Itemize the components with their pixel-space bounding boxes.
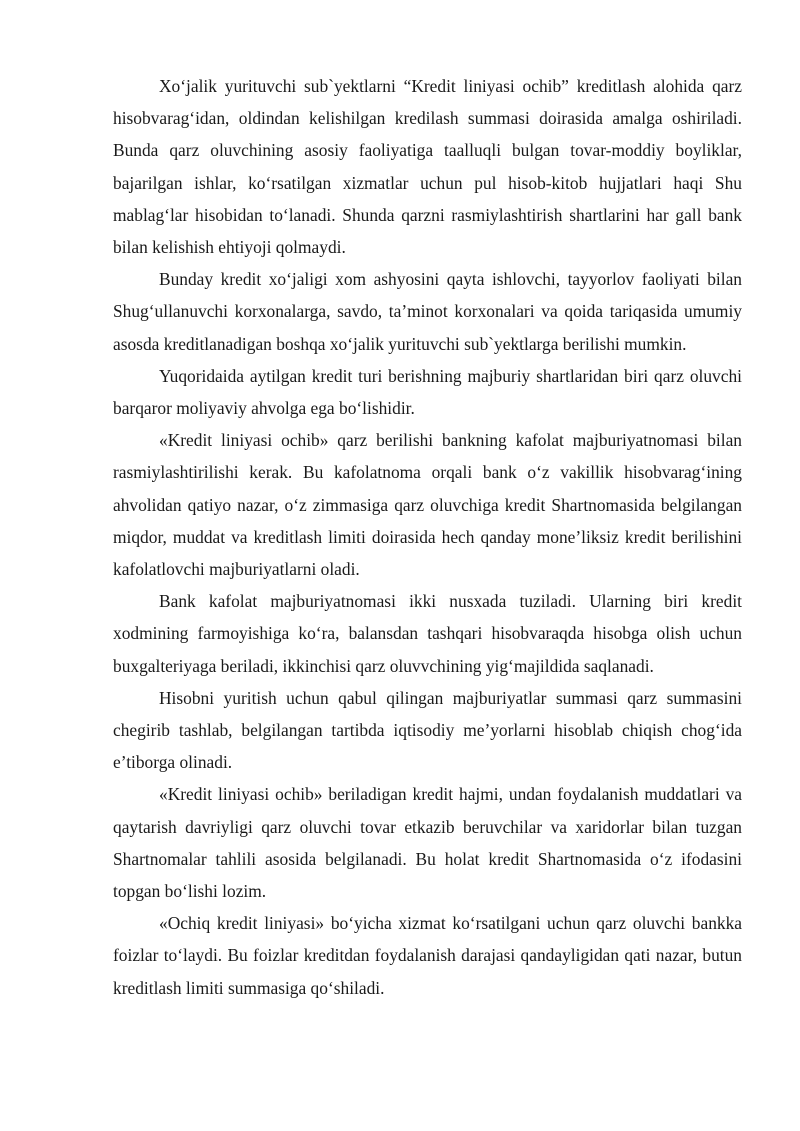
paragraph-8: «Ochiq kredit liniyasi» bo‘yicha xizmat ko‘rsatilgani uchun qarz oluvchi bankka foizlar to‘laydi. Bu foizlar kreditdan foydalanish darajasi qandayligidan qati nazar, butun kreditlash limiti summasiga qo‘shiladi.	[113, 913, 742, 998]
paragraph-6: Hisobni yuritish uchun qabul qilingan majburiyatlar summasi qarz summasini chegirib tashlab, belgilangan tartibda iqtisodiy me’yorlarni hisoblab chiqish chog‘ida e’tiborga olinadi.	[113, 687, 742, 773]
paragraph-2: Bunday kredit xo‘jaligi xom ashyosini qayta ishlovchi, tayyorlov faoliyati bilan Shug‘ullanuvchi korxonalarga, savdo, ta’minot korxonalari va qoida tariqasida umumiy asosda kreditlanadigan boshqa xo‘jalik yurituvchi sub`yektlarga berilishi mumkin.	[113, 269, 742, 354]
paragraph-3: Yuqoridaida aytilgan kredit turi berishning majburiy shartlaridan biri qarz oluvchi barqaror moliyaviy ahvolga ega bo‘lishidir.	[113, 365, 742, 419]
document-page	[113, 70, 742, 1004]
paragraph-7: «Kredit liniyasi ochib» beriladigan kredit hajmi, undan foydalanish muddatlari va qaytarish davriyligi qarz oluvchi tovar etkazib beruvchilar va xaridorlar bilan tuzgan Shartnomalar tahlili asosida belgilanadi. Bu holat kredit Shartnomasida o‘z ifodasini topgan bo‘lishi lozim.	[113, 784, 742, 902]
paragraph-4: «Kredit liniyasi ochib» qarz berilishi bankning kafolat majburiyatnomasi bilan rasmiylashtirilishi kerak. Bu kafolatnoma orqali bank o‘z vakillik hisobvarag‘ining ahvolidan qatiyo nazar, o‘z zimmasiga qarz oluvchiga kredit Shartnomasida belgilangan miqdor, muddat va kreditlash limiti doirasida hech qanday mone’liksiz kredit berilishini kafolatlovchi majburiyatlarni oladi.	[113, 430, 742, 580]
paragraph-1: Xo‘jalik yurituvchi sub`yektlarni “Kredit liniyasi ochib” kreditlash alohida qarz hisobvarag‘idan, oldindan kelishilgan kredilash summasi doirasida amalga oshiriladi. Bunda qarz oluvchining asosiy faoliyatiga taalluqli bulgan tovar-moddiy boyliklar, bajarilgan ishlar, ko‘rsatilgan xizmatlar uchun pul hisob-kitob hujjatlari haqi Shu mablag‘lar hisobidan to‘lanadi. Shunda qarzni rasmiylashtirish shartlarini har gall bank bilan kelishish ehtiyoji qolmaydi.	[113, 76, 742, 258]
paragraph-5: Bank kafolat majburiyatnomasi ikki nusxada tuziladi. Ularning biri kredit xodmining farmoyishiga ko‘ra, balansdan tashqari hisobvaraqda hisobga olish uchun buxgalteriyaga beriladi, ikkinchisi qarz oluvvchining yig‘majildida saqlanadi.	[113, 591, 742, 676]
